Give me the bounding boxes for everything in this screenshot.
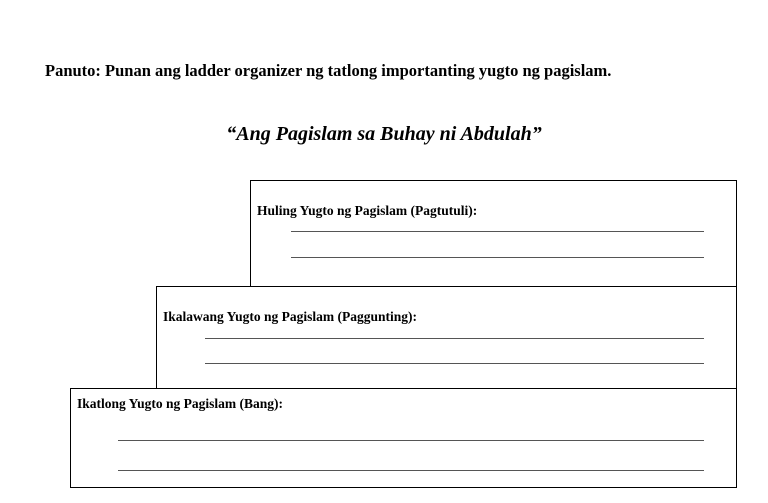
answer-line[interactable]: [118, 440, 704, 441]
answer-line[interactable]: [205, 363, 704, 364]
instruction-text: Panuto: Punan ang ladder organizer ng tatlong importanting yugto ng pagislam.: [45, 61, 612, 80]
answer-line[interactable]: [118, 470, 704, 471]
worksheet-title: “Ang Pagislam sa Buhay ni Abdulah”: [226, 123, 542, 145]
answer-line[interactable]: [291, 231, 704, 232]
step-label: Ikalawang Yugto ng Pagislam (Paggunting):: [163, 309, 418, 324]
answer-line[interactable]: [205, 338, 704, 339]
ladder-step-ikatlong-yugto: [70, 388, 737, 488]
step-label: Huling Yugto ng Pagislam (Pagtutuli):: [257, 203, 478, 218]
step-label: Ikatlong Yugto ng Pagislam (Bang):: [77, 396, 284, 411]
answer-line[interactable]: [291, 257, 704, 258]
ladder-step-ikalawang-yugto: [156, 286, 737, 392]
ladder-step-huling-yugto: [250, 180, 737, 290]
